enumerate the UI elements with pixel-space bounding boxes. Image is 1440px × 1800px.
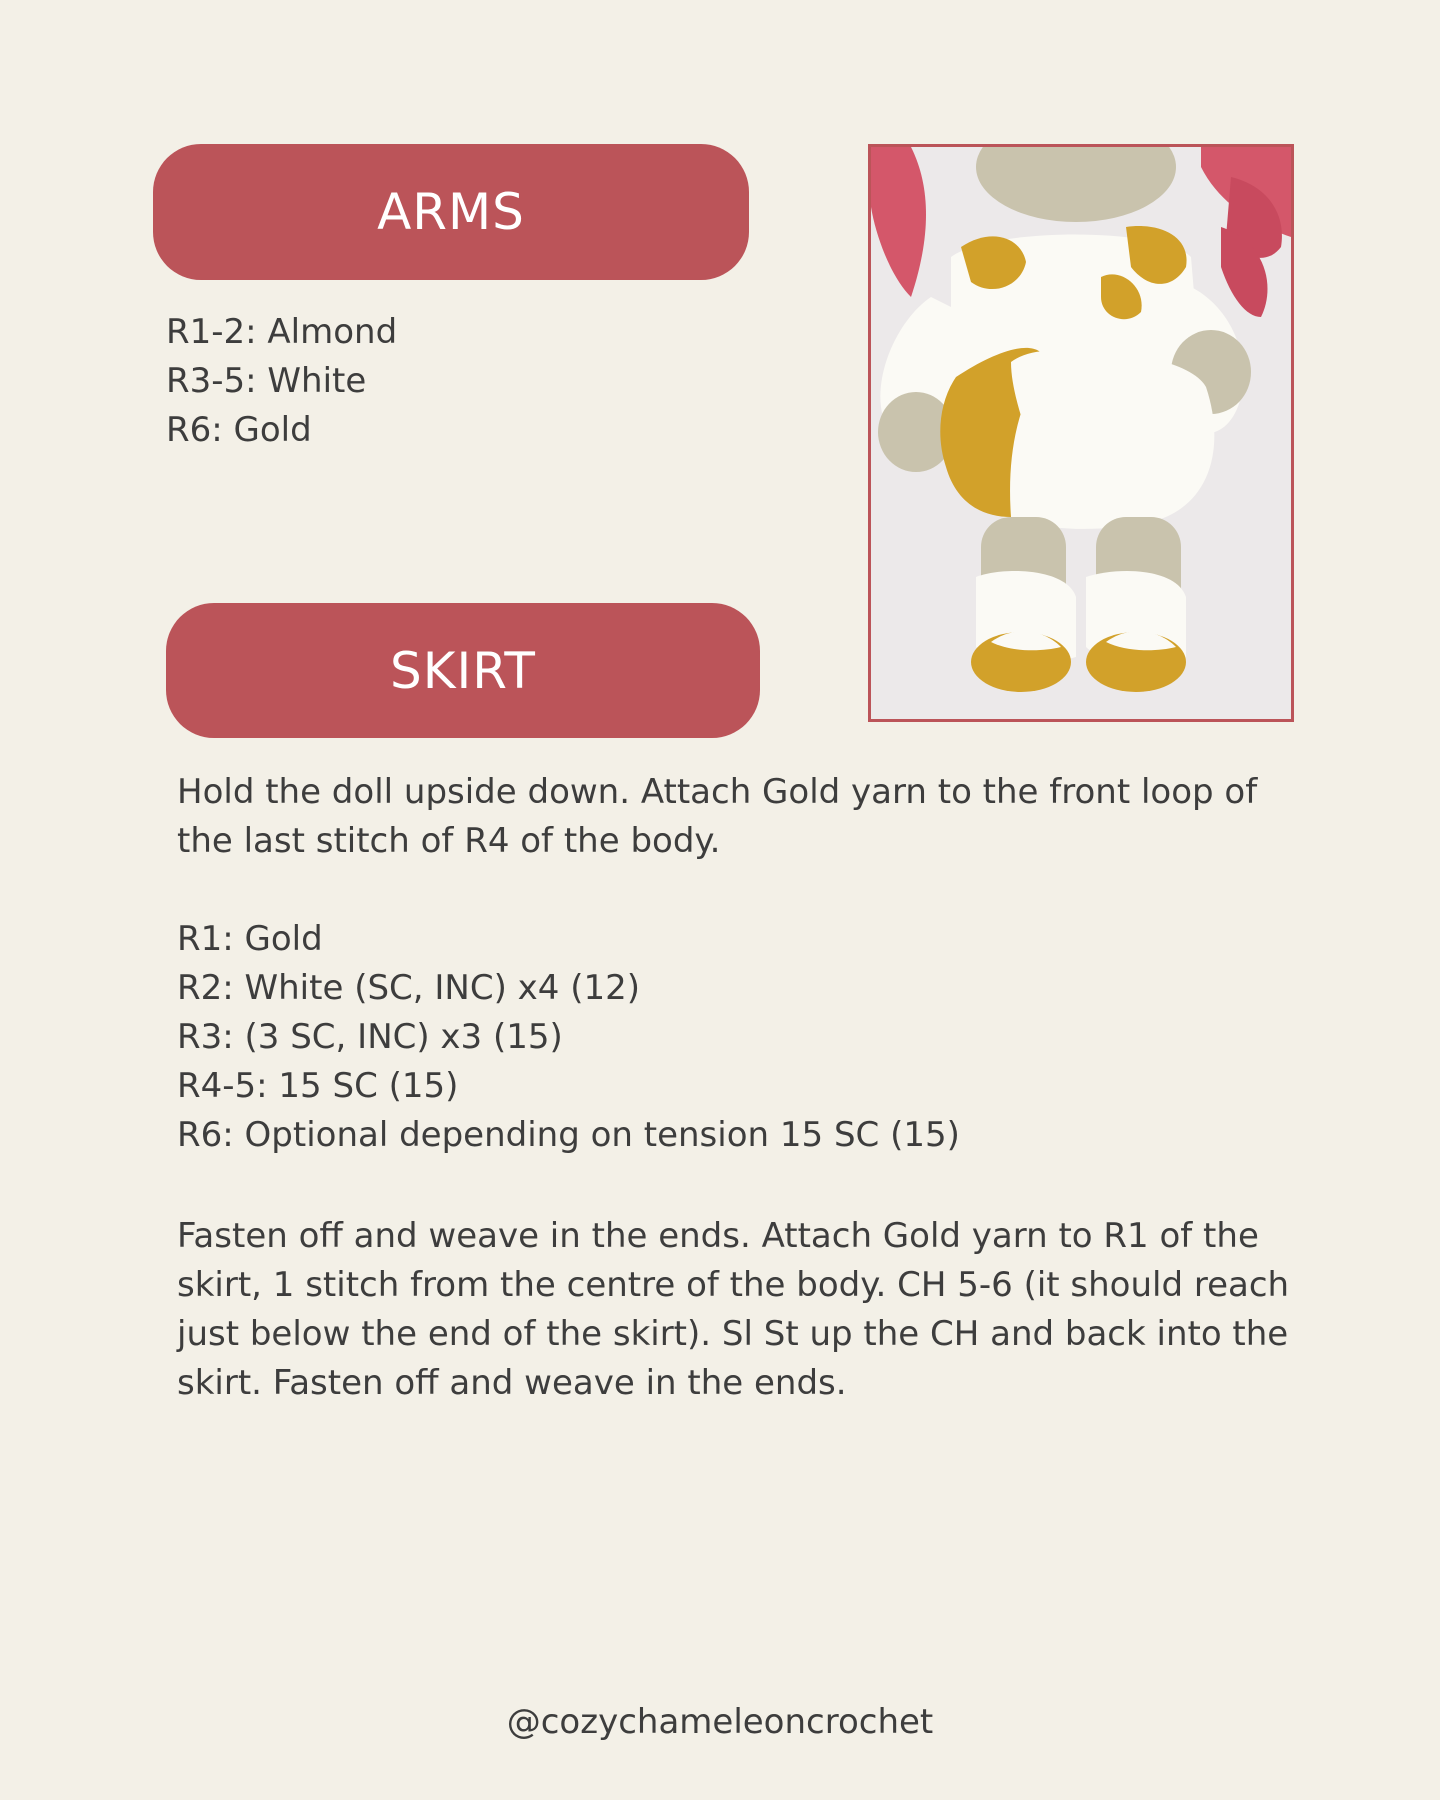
skirt-intro-text: Hold the doll upside down. Attach Gold yarn to the front loop of the last stitch of R4 of the body. xyxy=(177,772,1258,861)
skirt-row: R3: (3 SC, INC) x3 (15) xyxy=(177,1017,563,1057)
arms-row: R1-2: Almond xyxy=(166,312,398,352)
arms-rows xyxy=(166,308,397,455)
social-handle: @cozychameleoncrochet xyxy=(506,1702,934,1742)
skirt-row: R4-5: 15 SC (15) xyxy=(177,1066,459,1106)
skirt-heading xyxy=(166,603,760,738)
skirt-intro xyxy=(177,768,1307,866)
skirt-finish xyxy=(177,1212,1317,1408)
skirt-rows xyxy=(177,915,960,1160)
skirt-row: R2: White (SC, INC) x4 (12) xyxy=(177,968,641,1008)
skirt-row: R1: Gold xyxy=(177,919,323,959)
skirt-finish-text: Fasten off and weave in the ends. Attach Gold yarn to R1 of the skirt, 1 stitch from the centre of the body. CH 5-6 (it should reach just below the end of the skirt). Sl St up the CH and back into the skirt. Fasten off and weave in the ends. xyxy=(177,1216,1290,1403)
doll-photo xyxy=(868,144,1294,722)
arms-heading-label: ARMS xyxy=(377,183,525,241)
arms-row: R3-5: White xyxy=(166,361,367,401)
arms-row: R6: Gold xyxy=(166,410,312,450)
arms-heading xyxy=(153,144,749,280)
doll-photo-illustration xyxy=(871,147,1291,719)
skirt-heading-label: SKIRT xyxy=(390,641,536,700)
skirt-row: R6: Optional depending on tension 15 SC (15) xyxy=(177,1115,960,1155)
